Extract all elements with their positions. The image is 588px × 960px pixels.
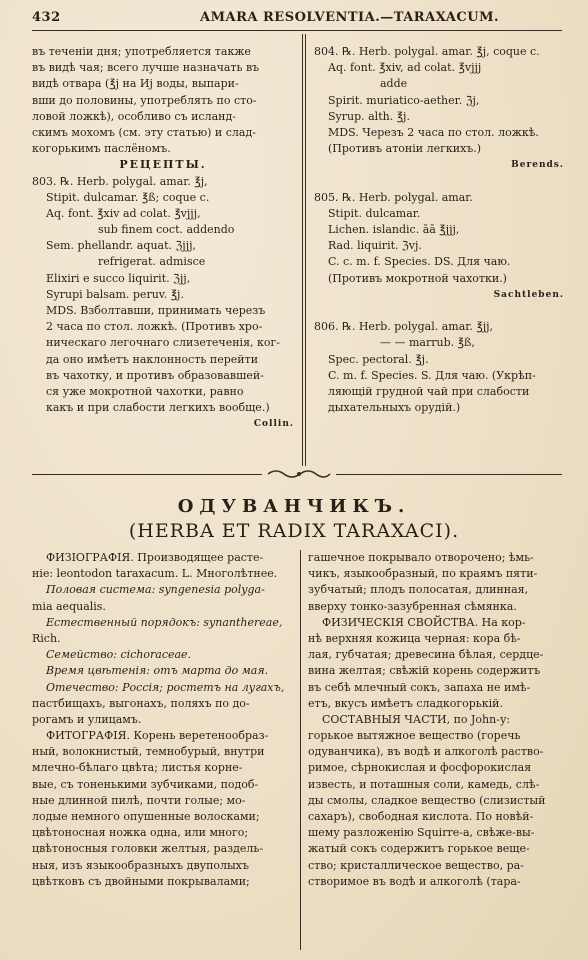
text-line: видѣ отвара (℥j на Иj воды, выпари- [32,77,239,91]
text-line: створимое въ водѣ и алкоголѣ (тара- [308,874,521,888]
recipe-line: adde [380,77,408,91]
recipe-line: Syrupi balsam. peruv. ℥j. [46,287,184,301]
text-line: зубчатый; плодъ полосатая, длинная, [308,583,529,597]
text-line: ные длинной пилѣ, почти голые; мо- [32,793,246,807]
text-line: ФИЗІОГРАФІЯ. Производящее расте- [46,551,264,564]
text-line: нѣ верхняя кожица черная: кора бѣ- [308,631,521,645]
running-title: AMARA RESOLVENTIA.—TARAXACUM. [200,10,499,25]
text-line: млечно-бѣлаго цвѣта; листья корне- [32,761,243,775]
text-line: известь, и поташныя соли, камедь, слѣ- [308,777,540,791]
top-right-column [314,44,564,416]
recipe-line: Rad. liquirit. ℨvj. [328,239,422,253]
recipe-line: ся уже мокротной чахотки, равно [46,384,244,398]
text-line: шему разложенію Squirre-а, свѣже-вы- [308,826,535,840]
text-line: ный, волокнистый, темнобурый, внутри [32,745,265,759]
column-divider-outer [302,34,303,466]
spacer [314,303,564,319]
text-line: скимъ мохомъ (см. эту статью) и слад- [32,125,256,139]
recipe-line: (Противъ мокротной чахотки.) [328,271,507,285]
text-line: ды смолы, сладкое вещество (слизистый [308,793,546,807]
recipe-line: Aq. font. ℥xiv ad colat. ℥vjjj, [46,206,201,220]
bottom-right-column [308,550,564,890]
text-line: въ теченіи дня; употребляется также [32,45,251,58]
text-line: Время цвѣтенія: отъ марта до мая. [46,664,269,678]
recipe-author: Sachtleben. [493,289,564,300]
text-line: лая, губчатая; древесина бѣлая, сердце- [308,648,544,662]
recipe-line: (Противъ атоніи легкихъ.) [328,142,482,156]
recipe-line: Syrup. alth. ℥j. [328,109,410,123]
text-line: въ видѣ чая; всего лучше назначать въ [32,61,260,75]
text-line: ныя, изъ языкообразныхъ двуполыхъ [32,858,250,872]
text-line: жатый сокъ содержитъ горькое веще- [308,842,530,856]
page-header [32,10,562,28]
text-line: цвѣтоносная ножка одна, или много; [32,826,249,840]
text-line: Отечество: Россія; ростетъ на лугахъ, [46,680,285,694]
text-line: лодые немного опушенные волосками; [32,810,260,823]
recipe-line: дыхательныхъ орудій.) [328,401,461,415]
section-rule-left [32,474,262,475]
recipe-line: MDS. Взболтавши, принимать черезъ [46,304,266,317]
text-line: рогамъ и улицамъ. [32,712,142,726]
recipe-line: Spirit. muriatico-aether. ℨj, [328,93,480,107]
text-line: ловой ложкѣ), особливо съ исланд- [32,109,236,123]
text-line: сахаръ), свободная кислота. По новѣй- [308,810,534,823]
recipe-line: Stipit. dulcamar. ℥ß; coque c. [46,190,210,204]
recipe-line: Sem. phellandr. aquat. ℨjjj, [46,239,197,253]
article-title: ОДУВАНЧИКЪ. [177,496,411,517]
recipe-line: Spec. pectoral. ℥j. [328,352,429,366]
text-line: ФИТОГРАФІЯ. Корень веретенообраз- [46,729,269,743]
recipe-line: ническаго легочнаго слизетеченія, ког- [46,336,280,350]
recipe-line: Stipit. dulcamar. [328,206,421,220]
text-line: Rich. [32,631,61,645]
text-line: етъ, вкусъ имѣетъ сладкогорькій. [308,696,504,710]
recipe-line: 804. ℞. Herb. polygal. amar. ℥j, coque c. [314,45,540,58]
text-line: пастбищахъ, выгонахъ, поляхъ по до- [32,696,250,710]
recipe-line: 803. ℞. Herb. polygal. amar. ℥j, [32,174,208,188]
text-line: вши до половины, употреблять по сто- [32,93,257,107]
top-left-column [32,44,294,433]
text-line: ство; кристаллическое вещество, ра- [308,858,524,872]
column-divider-bottom [300,550,301,950]
text-line: Половая система: syngenesia polyga- [46,583,265,597]
text-line: чикъ, языкообразный, по краямъ пяти- [308,567,538,581]
recipe-author: Collin. [253,419,294,430]
recipe-line: sub finem coct. addendo [98,223,235,237]
text-line: ФИЗИЧЕСКІЯ СВОЙСТВА. На кор- [322,615,526,629]
column-divider-inner [305,34,306,466]
text-line: ніе: leontodon taraxacum. L. Многолѣтнее. [32,567,278,581]
article-latin-title: (HERBA ET RADIX TARAXACI). [128,520,460,542]
text-line: одуванчика), въ водѣ и алкоголѣ раство- [308,745,544,759]
recipe-line: да оно имѣетъ наклонность перейти [46,352,259,366]
text-line: цвѣтковъ съ двойными покрывалами; [32,874,250,888]
text-line: Семейство: cichoraceae. [46,648,192,662]
text-line: mia aequalis. [32,599,106,613]
page-number: 432 [32,10,61,25]
recipe-line: Aq. font. ℥xiv, ad colat. ℥vjjj [328,61,482,75]
text-line: горькое вытяжное вещество (горечь [308,729,521,743]
text-line: когорькимъ паслёномъ. [32,142,171,156]
text-line: римое, сѣрнокислая и фосфорокислая [308,761,532,775]
recipe-line: C. c. m. f. Species. DS. Для чаю. [328,255,511,269]
text-line: вина желтая; свѣжій корень содержитъ [308,664,541,678]
bottom-left-column [32,550,294,890]
text-line: цвѣтоносныя головки желтыя, раздель- [32,842,264,856]
ornament-icon [266,466,332,482]
section-rule-right [336,474,562,475]
recipe-line: какъ и при слабости легкихъ вообще.) [46,401,270,415]
text-line: СОСТАВНЫЯ ЧАСТИ, по John-у: [322,712,511,726]
recipe-author: Berends. [511,160,564,171]
text-line: гашечное покрывало отворочено; ѣмь- [308,551,534,564]
text-line: вверху тонко-зазубренная сѣмянка. [308,599,517,613]
text-line: Естественный порядокъ: synanthereae, [46,615,283,629]
recipe-line: Elixiri e succo liquirit. ℨjj, [46,271,191,285]
recipe-line: 806. ℞. Herb. polygal. amar. ℥jj, [314,320,494,334]
recipes-heading: РЕЦЕПТЫ. [119,158,207,172]
header-rule [32,30,562,31]
recipe-line: — — marrub. ℥ß, [380,336,475,350]
text-line: въ себѣ млечный сокъ, запаха не имѣ- [308,680,531,694]
text-line: вые, съ тоненькими зубчиками, подоб- [32,777,259,791]
recipe-line: MDS. Черезъ 2 часа по стол. ложкѣ. [328,125,539,139]
spacer [314,174,564,190]
recipe-line: 2 часа по стол. ложкѣ. (Противъ хро- [46,320,263,334]
recipe-line: 805. ℞. Herb. polygal. amar. [314,190,473,204]
recipe-line: C. m. f. Species. S. Для чаю. (Укрѣп- [328,368,536,382]
recipe-line: въ чахотку, и противъ образовавшей- [46,368,264,382]
recipe-line: Lichen. islandic. āā ℥jjj, [328,223,460,237]
recipe-line: ляющій грудной чай при слабости [328,384,530,398]
recipe-line: refrigerat. admisce [98,255,206,269]
